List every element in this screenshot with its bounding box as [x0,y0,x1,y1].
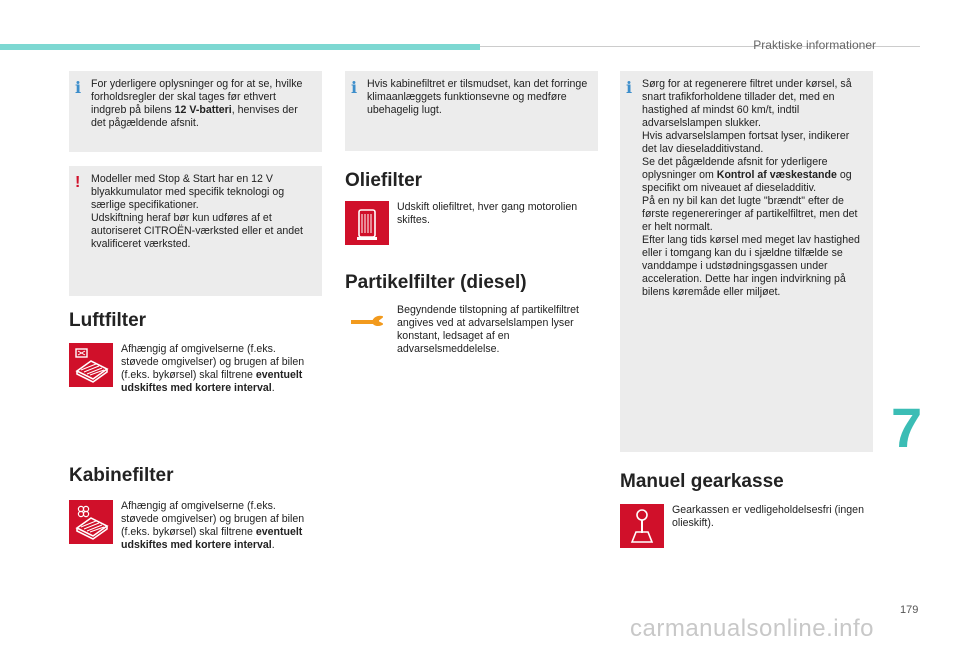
chapter-number: 7 [891,396,923,459]
note-bold-text: Kontrol af væskestande [716,169,837,181]
heading-luftfilter: Luftfilter [69,310,147,331]
item-text: Afhængig af omgivelserne (f.eks. støvede omgivelser) og brugen af bilen (f.eks. bykørsel) skal filtrene [121,500,305,538]
note-text-end: , henvises der det pågældende afsnit. [91,104,298,129]
item-kabinefilter [69,500,322,580]
heading-kabinefilter: Kabinefilter [69,465,174,486]
item-gearkasse [620,504,873,554]
heading-gearkasse: Manuel gearkasse [620,471,784,492]
item-text-end: . [271,382,275,394]
gear-lever-icon [620,504,664,548]
item-bold-text: eventuelt udskiftes med kortere interval [121,369,303,394]
info-icon: i [351,78,358,97]
item-text-end: . [271,539,275,551]
note-text: For yderligere oplysninger og for at se, hvilke forholdsregler der skal tages før ethvert indgreb på bilens [91,78,303,116]
note-stop-start [69,166,322,296]
oil-filter-icon [345,201,389,245]
note-text-end: og specifikt om niveauet af dieseladditiv. På en ny bil kan det lugte "brændt" efter de første regenereringer af partikelfiltret, men det er helt normalt. Efter lang tids kørsel med meget lav hastighed eller i tomgang kan du i sjældne tilfælde se vanddampe i udstødningsgassen under acceleration. Dette har ingen indvirkning på bilens køremåde eller miljøet. [642,169,860,298]
item-text: Afhængig af omgivelserne (f.eks. støvede omgivelser) og brugen af bilen (f.eks. bykørsel) skal filtrene [121,343,305,381]
item-text: Udskift oliefiltret, hver gang motorolien skiftes. [397,201,578,226]
heading-partikelfilter: Partikelfilter (diesel) [345,272,527,293]
watermark: carmanualsonline.info [630,615,874,642]
note-text: Hvis kabinefiltret er tilsmudset, kan det forringe klimaanlæggets funktionsevne og medføre ubehagelig lugt. [367,78,588,116]
item-luftfilter [69,343,322,423]
wrench-icon [345,304,389,348]
note-bold-text: 12 V-batteri [174,104,232,116]
header-accent-bar [0,44,480,50]
page-header-title: Praktiske informationer [753,38,876,52]
cabin-filter-icon [69,500,113,544]
note-battery [69,71,322,152]
page-number: 179 [900,604,919,616]
item-text: Gearkassen er vedligeholdelsesfri (ingen olieskift). [672,504,864,529]
note-text: Modeller med Stop & Start har en 12 V blyakkumulator med specifik teknologi og særlige specifikationer. Udskiftning heraf bør kun udføres af et autoriseret CITROËN-værksted eller et andet kvalificeret værksted. [91,173,303,250]
info-icon: i [626,78,633,97]
info-icon: i [75,78,82,97]
note-cabin-filter [345,71,598,151]
warning-icon: ! [75,174,81,191]
item-bold-text: eventuelt udskiftes med kortere interval [121,526,303,551]
air-filter-icon [69,343,113,387]
item-oliefilter [345,201,598,251]
note-regeneration [620,71,873,452]
heading-oliefilter: Oliefilter [345,170,423,191]
item-text: Begyndende tilstopning af partikelfiltret angives ved at advarselslampen lyser konstant, ledsaget af en advarselsmeddelelse. [397,304,579,355]
note-text: Sørg for at regenerere filtret under kørsel, så snart trafikforholdene tillader det, med en hastighed af mindst 60 km/t, indtil advarselslampen slukker. Hvis advarselslampen fortsat lyser, indikerer det lav dieseladditivstand. Se det pågældende afsnit for yderligere oplysninger om [642,78,852,181]
item-partikelfilter [345,304,598,364]
